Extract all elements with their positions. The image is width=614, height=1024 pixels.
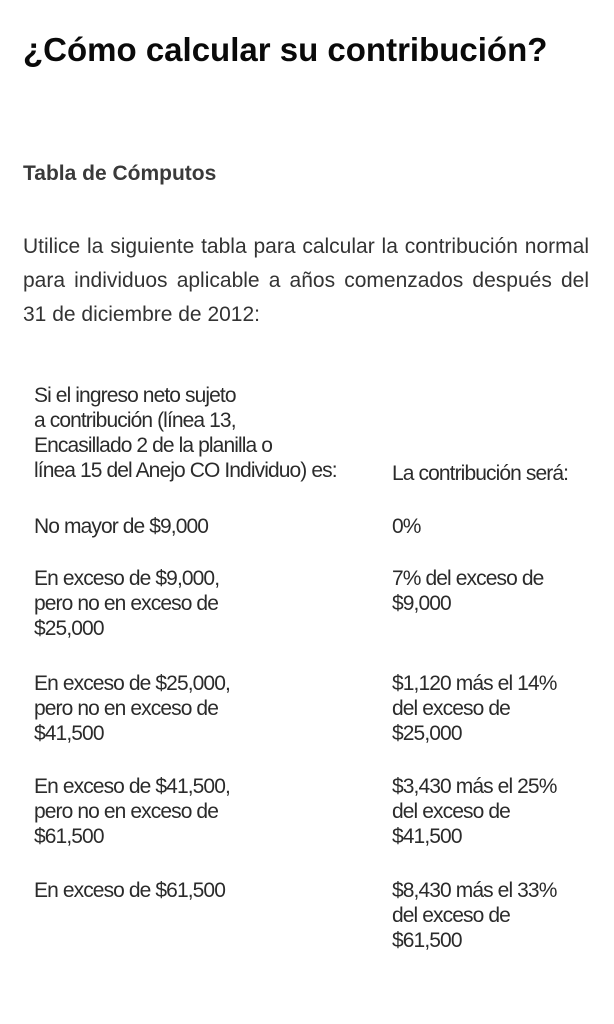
table-row-bracket: En exceso de $61,500 (34, 879, 225, 902)
table-row-bracket: En exceso de $41,500, pero no en exceso de $61,500 (34, 775, 230, 848)
table-row-tax: 7% del exceso de $9,000 (392, 567, 544, 615)
table-header-income: Si el ingreso neto sujeto a contribución (línea 13, Encasillado 2 de la planilla o línea 15 del Anejo CO Individuo) es: (34, 384, 337, 482)
table-row-tax: $3,430 más el 25% del exceso de $41,500 (392, 775, 557, 848)
table-header-tax: La contribución será: (392, 462, 569, 485)
table-row-bracket: En exceso de $25,000, pero no en exceso de $41,500 (34, 672, 230, 745)
table-row-tax: $1,120 más el 14% del exceso de $25,000 (392, 672, 557, 745)
table-row-bracket: No mayor de $9,000 (34, 515, 209, 538)
page-title: ¿Cómo calcular su contribución? (23, 31, 548, 68)
section-heading: Tabla de Cómputos (23, 162, 217, 185)
intro-paragraph: Utilice la siguiente tabla para calcular la contribución normal para individuos aplicable a años comenzados después del 31 de diciembre de 2012: (23, 235, 589, 326)
table-row-bracket: En exceso de $9,000, pero no en exceso de $25,000 (34, 567, 220, 640)
table-row-tax: 0% (392, 515, 421, 538)
table-row-tax: $8,430 más el 33% del exceso de $61,500 (392, 879, 557, 952)
